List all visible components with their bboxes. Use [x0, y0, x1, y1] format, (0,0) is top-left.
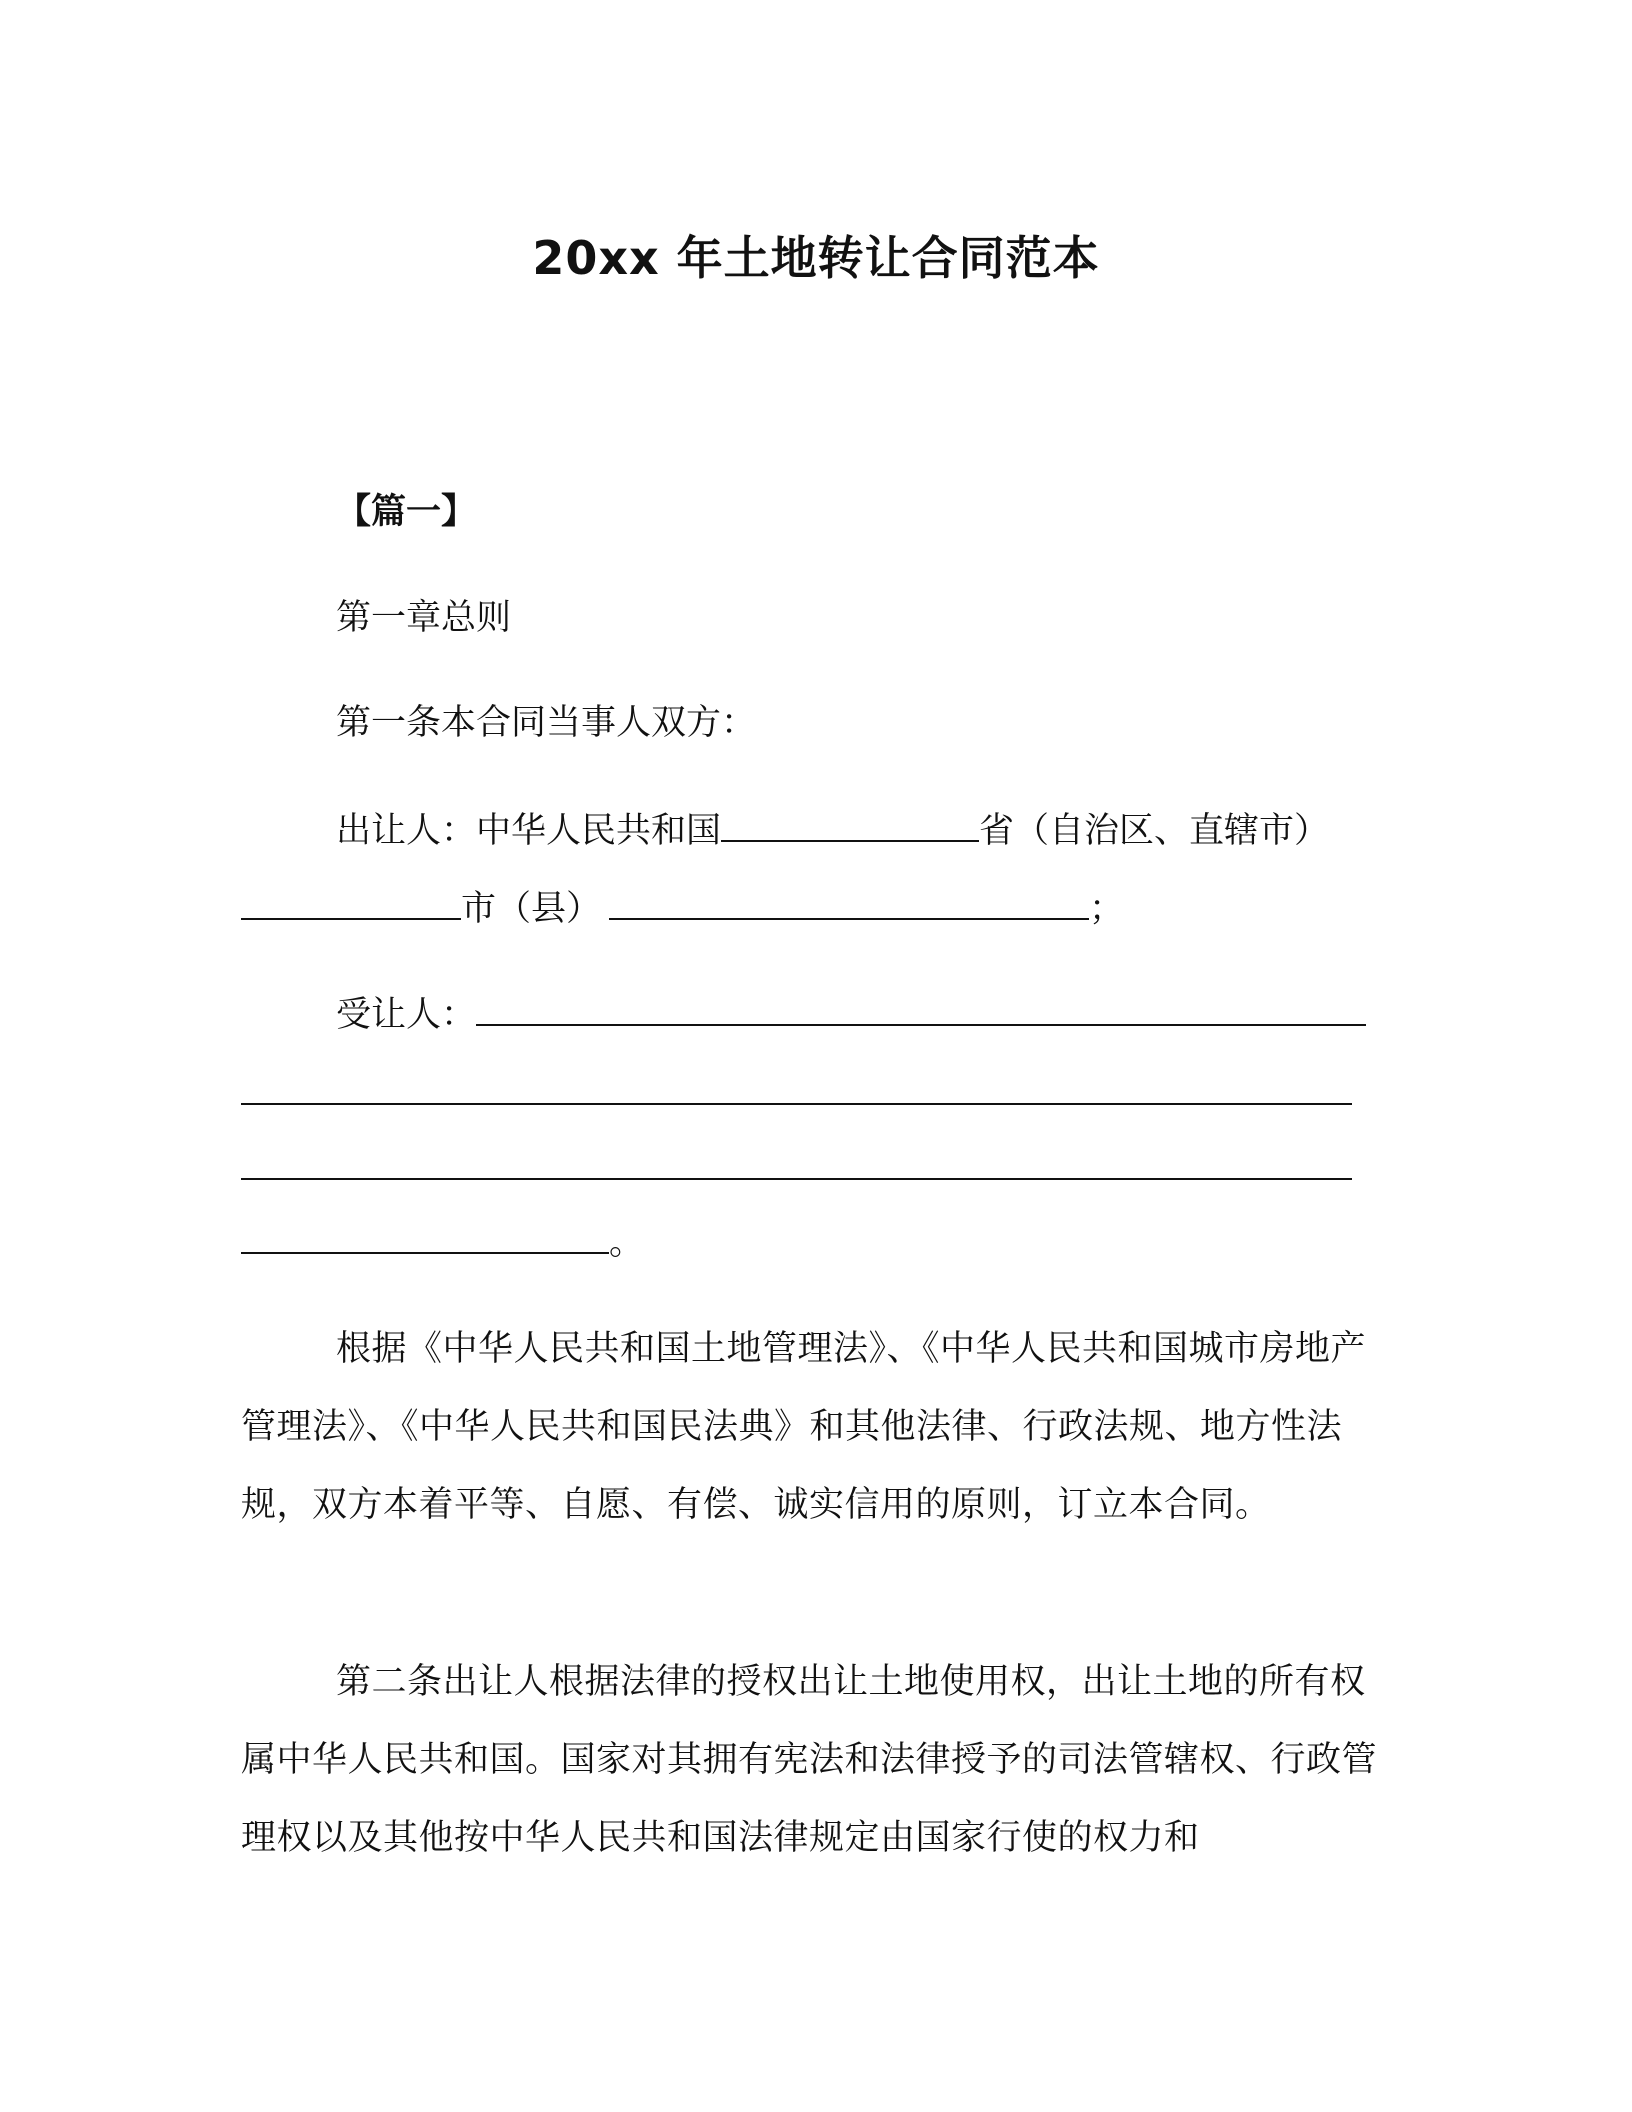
transferee-end: 。: [609, 1223, 645, 1263]
article1-intro: 第一条本合同当事人双方：: [336, 703, 757, 743]
chapter-heading: 第一章总则: [336, 598, 512, 638]
transferee-label: 受让人：: [336, 995, 477, 1035]
section-marker: 【篇一】: [336, 492, 477, 532]
transferee-blank-2[interactable]: [241, 1103, 1352, 1105]
transferor-label: 出让人：中华人民共和国: [336, 811, 722, 851]
transferee-blank-3[interactable]: [241, 1178, 1352, 1180]
city-blank[interactable]: [241, 884, 461, 920]
document-title: 20xx 年土地转让合同范本: [532, 231, 1100, 285]
province-blank[interactable]: [721, 806, 979, 842]
transferee-blank-1[interactable]: [476, 990, 1366, 1026]
basis-paragraph: 根据《中华人民共和国土地管理法》、《中华人民共和国城市房地产管理法》、《中华人民共和国民法典》和其他法律、行政法规、地方性法规，双方本着平等、自愿、有偿、诚实信用的原则，订立本合同。: [241, 1329, 1367, 1525]
transferee-line: [336, 990, 1366, 1037]
article2-paragraph: 第二条出让人根据法律的授权出让土地使用权，出让土地的所有权属中华人民共和国。国家对其拥有宪法和法律授予的司法管辖权、行政管理权以及其他按中华人民共和国法律规定由国家行使的权力和: [241, 1662, 1378, 1858]
transferor-line-1: [336, 806, 1329, 853]
transferor-end: ；: [1089, 889, 1125, 929]
transferee-blank-4[interactable]: [241, 1218, 609, 1254]
transferee-line-end: [241, 1218, 644, 1265]
city-suffix: 市（县）: [461, 889, 602, 929]
province-suffix: 省（自治区、直辖市）: [979, 811, 1330, 851]
transferor-line-2: [241, 884, 1124, 931]
county-detail-blank[interactable]: [609, 884, 1089, 920]
